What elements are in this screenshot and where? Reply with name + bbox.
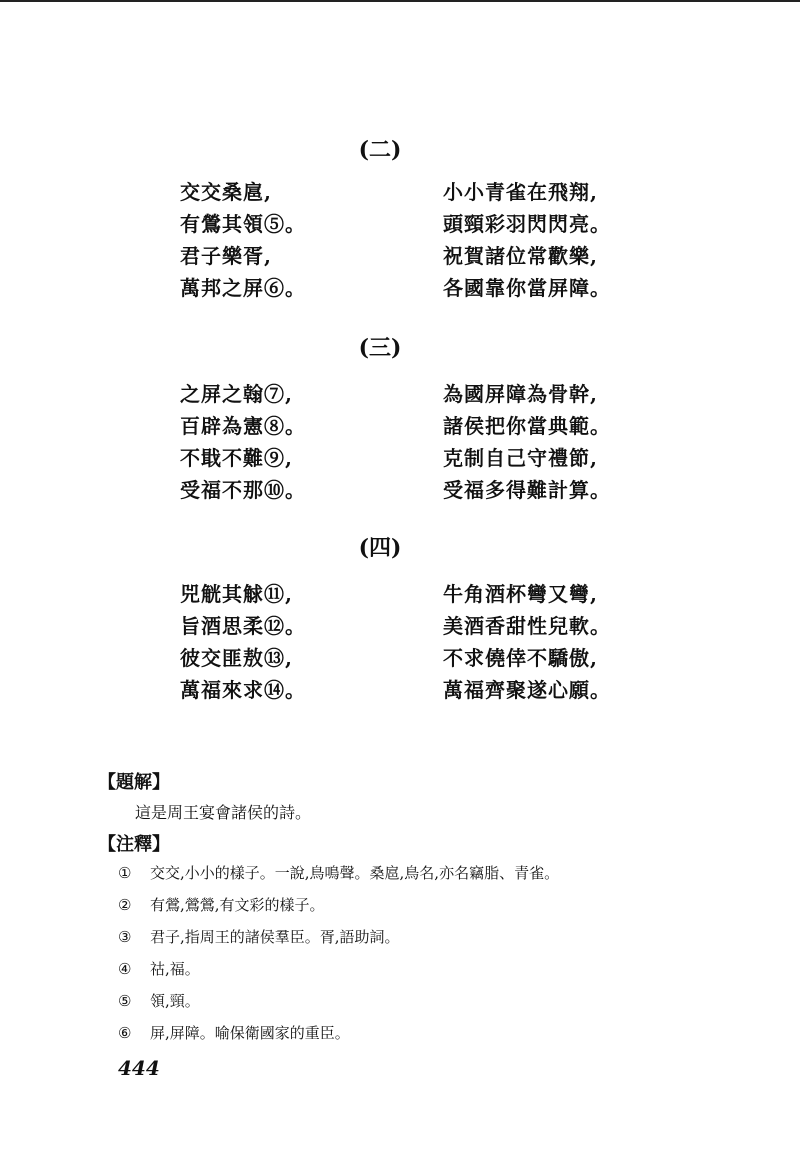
poem-line [180, 378, 620, 410]
note-item [118, 862, 758, 894]
note-text: 交交,小小的樣子。一說,鳥鳴聲。桑扈,鳥名,亦名竊脂、青雀。 [150, 864, 560, 882]
stanza-heading: (三) [358, 335, 402, 361]
stanza-block [180, 378, 620, 506]
note-text: 君子,指周王的諸侯羣臣。胥,語助詞。 [150, 928, 400, 946]
poem-original: 君子樂胥, [180, 244, 272, 268]
stanza-block [180, 578, 620, 706]
poem-translation: 小小青雀在飛翔, [443, 180, 598, 204]
poem-translation: 頭頸彩羽閃閃亮。 [443, 212, 611, 236]
poem-original: 彼交匪敖⑬, [180, 646, 293, 670]
explanation-heading: 【題解】 [98, 772, 170, 793]
poem-line [180, 442, 620, 474]
poem-line [180, 176, 620, 208]
poem-translation: 萬福齊聚遂心願。 [443, 678, 611, 702]
poem-translation: 祝賀諸位常歡樂, [443, 244, 598, 268]
top-border-line [0, 0, 800, 2]
poem-translation: 美酒香甜性兒軟。 [443, 614, 611, 638]
note-item [118, 990, 758, 1022]
note-number: ④ [118, 960, 132, 978]
poem-original: 之屏之翰⑦, [180, 382, 293, 406]
note-text: 祜,福。 [150, 960, 200, 978]
poem-original: 受福不那⑩。 [180, 478, 306, 502]
poem-line [180, 272, 620, 304]
note-text: 屏,屏障。喻保衛國家的重臣。 [150, 1024, 350, 1042]
note-item [118, 1022, 758, 1054]
poem-line [180, 208, 620, 240]
page-number: 444 [118, 1056, 160, 1080]
poem-translation: 諸侯把你當典範。 [443, 414, 611, 438]
note-number: ① [118, 864, 132, 882]
note-item [118, 894, 758, 926]
poem-line [180, 642, 620, 674]
poem-translation: 各國靠你當屏障。 [443, 276, 611, 300]
poem-line [180, 240, 620, 272]
stanza-heading: (二) [358, 137, 402, 163]
poem-translation: 為國屏障為骨幹, [443, 382, 598, 406]
notes-heading: 【注釋】 [98, 834, 170, 855]
notes-list [118, 862, 758, 1054]
poem-original: 有鶯其領⑤。 [180, 212, 306, 236]
poem-translation: 克制自己守禮節, [443, 446, 598, 470]
poem-original: 交交桑扈, [180, 180, 272, 204]
note-text: 領,頸。 [150, 992, 200, 1010]
poem-original: 旨酒思柔⑫。 [180, 614, 306, 638]
poem-translation: 牛角酒杯彎又彎, [443, 582, 598, 606]
poem-original: 不戢不難⑨, [180, 446, 293, 470]
note-number: ⑤ [118, 992, 132, 1010]
poem-original: 兕觥其觩⑪, [180, 582, 293, 606]
poem-line [180, 674, 620, 706]
note-number: ③ [118, 928, 132, 946]
note-text: 有鶯,鶯鶯,有文彩的樣子。 [150, 896, 325, 914]
poem-original: 百辟為憲⑧。 [180, 414, 306, 438]
note-number: ⑥ [118, 1024, 132, 1042]
note-item [118, 958, 758, 990]
poem-original: 萬邦之屏⑥。 [180, 276, 306, 300]
stanza-heading: (四) [358, 535, 402, 561]
poem-translation: 不求僥倖不驕傲, [443, 646, 598, 670]
poem-line [180, 474, 620, 506]
note-item [118, 926, 758, 958]
note-number: ② [118, 896, 132, 914]
poem-line [180, 410, 620, 442]
poem-translation: 受福多得難計算。 [443, 478, 611, 502]
stanza-block [180, 176, 620, 304]
poem-line [180, 610, 620, 642]
explanation-text: 這是周王宴會諸侯的詩。 [135, 803, 312, 822]
poem-line [180, 578, 620, 610]
poem-original: 萬福來求⑭。 [180, 678, 306, 702]
